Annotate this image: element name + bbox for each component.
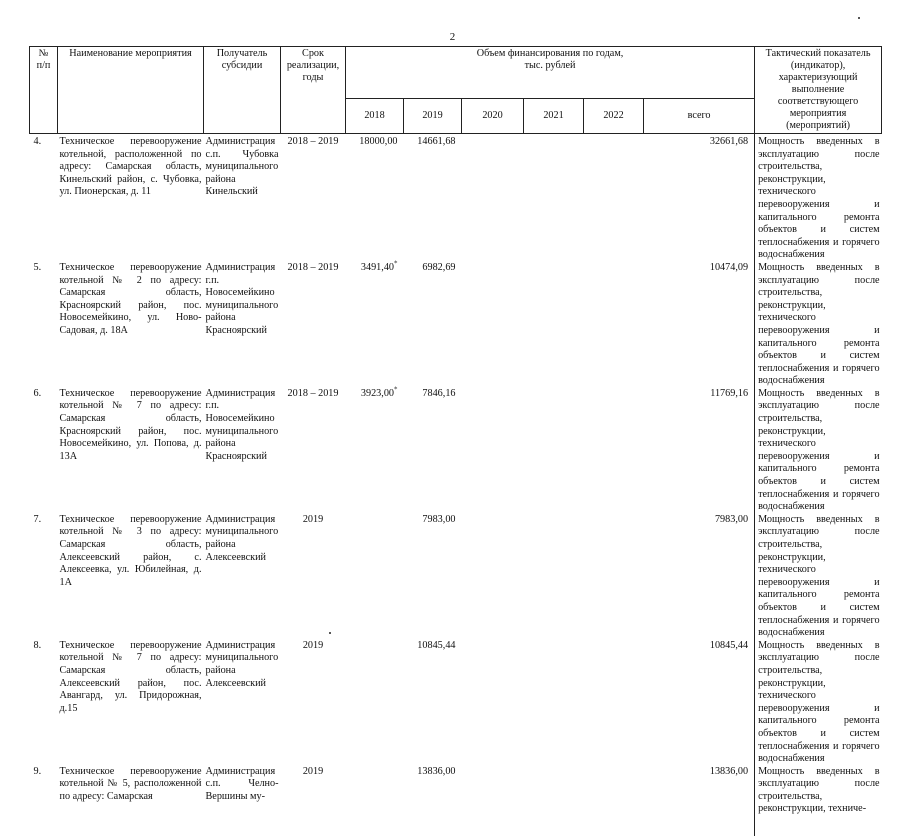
row-value-2020 — [462, 766, 524, 836]
row-value-2018 — [346, 640, 404, 766]
col-header-funding: Объем финансирования по годам, тыс. рублей — [346, 47, 755, 99]
row-num: 5. — [33, 261, 42, 273]
row-total: 11769,16 — [710, 387, 749, 399]
scan-speck — [858, 17, 860, 19]
col-header-year-2018: 2018 — [346, 98, 404, 133]
funding-table — [29, 46, 882, 836]
row-value-2021 — [524, 388, 584, 514]
row-indicator: Мощность введенных в эксплуатацию после строительства, реконструкции, технического перевооружения и капитального ремонта объектов и систем теплоснабжения и горячего водоснабжения — [755, 388, 882, 514]
row-value-2021 — [524, 640, 584, 766]
row-period: 2018 – 2019 — [287, 387, 339, 399]
row-name: Техническое перевооружение котельной, расположенной по адресу: Самарская область, Кинельский район, с. Чубовка, ул. Пионерская, д. 11 — [59, 136, 202, 198]
row-value-2022 — [584, 514, 644, 640]
row-value-2019: 7983,00 — [422, 513, 456, 525]
row-recipient: Администрация муниципального района Алексеевский — [205, 639, 279, 689]
col-header-name: Наименование мероприятия — [58, 47, 204, 134]
row-value-2022 — [584, 262, 644, 388]
table-row — [30, 514, 882, 640]
row-value-2019: 6982,69 — [422, 261, 456, 273]
row-value-2022 — [584, 640, 644, 766]
row-recipient: Администрация г.п. Новосемейкино муниципального района Красноярский — [205, 261, 279, 336]
row-value-2020 — [462, 262, 524, 388]
row-total: 10474,09 — [709, 261, 749, 273]
row-indicator: Мощность введенных в эксплуатацию после строительства, реконструкции, технического перевооружения и капитального ремонта объектов и систем теплоснабжения и горячего водоснабжения — [755, 134, 882, 262]
table-row — [30, 134, 882, 262]
row-recipient: Администрация с.п. Чубовка муниципального района Кинельский — [205, 136, 279, 198]
row-value-2020 — [462, 134, 524, 262]
row-name: Техническое перевооружение котельной № 5, расположенной по адресу: Самарская — [59, 765, 202, 802]
row-name: Техническое перевооружение котельной № 7 по адресу: Самарская область, Красноярский район, пос. Новосемейкино, ул. Попова, д. 13А — [59, 387, 202, 462]
table-row — [30, 388, 882, 514]
row-value-2019: 7846,16 — [422, 387, 456, 399]
col-header-period: Срок реализации, годы — [281, 47, 346, 134]
row-num: 9. — [33, 765, 42, 777]
row-value-2021 — [524, 262, 584, 388]
row-name: Техническое перевооружение котельной № 7 по адресу: Самарская область, Алексеевский район, пос. Авангард, ул. Придорожная, д.15 — [59, 639, 202, 714]
row-name: Техническое перевооружение котельной № 2 по адресу: Самарская область, Красноярский район, пос. Новосемейкино, ул. Ново-Садовая, д. 18А — [59, 261, 202, 336]
row-total: 10845,44 — [709, 639, 749, 651]
row-value-2020 — [462, 514, 524, 640]
row-num: 4. — [33, 136, 42, 147]
row-value-2022 — [584, 766, 644, 836]
row-period: 2019 — [302, 639, 324, 651]
col-header-year-2021: 2021 — [524, 98, 584, 133]
row-period: 2018 – 2019 — [287, 261, 339, 273]
row-indicator: Мощность введенных в эксплуатацию после строительства, реконструкции, технического перевооружения и капитального ремонта объектов и систем теплоснабжения и горячего водоснабжения — [755, 262, 882, 388]
row-value-2018: 18000,00 — [359, 136, 398, 147]
row-value-2022 — [584, 388, 644, 514]
row-period: 2019 — [302, 513, 324, 525]
row-value-2021 — [524, 134, 584, 262]
row-value-2019: 10845,44 — [417, 639, 456, 651]
col-header-num: № п/п — [30, 47, 58, 134]
col-header-year-2020: 2020 — [462, 98, 524, 133]
row-num: 8. — [33, 639, 42, 651]
col-header-recipient: Получатель субсидии — [204, 47, 281, 134]
row-value-2018 — [346, 514, 404, 640]
row-period: 2019 — [302, 765, 324, 777]
row-indicator: Мощность введенных в эксплуатацию после строительства, реконструкции, технического перевооружения и капитального ремонта объектов и систем теплоснабжения и горячего водоснабжения — [755, 514, 882, 640]
row-value-2021 — [524, 766, 584, 836]
row-value-2020 — [462, 640, 524, 766]
row-recipient: Администрация с.п. Челно-Вершины му- — [205, 765, 279, 802]
table-row — [30, 640, 882, 766]
row-value-2018 — [346, 766, 404, 836]
col-header-year-2019: 2019 — [404, 98, 462, 133]
row-value-2018: 3923,00* — [360, 385, 398, 399]
row-total: 32661,68 — [709, 136, 749, 147]
page-number: 2 — [449, 31, 456, 43]
row-total: 13836,00 — [709, 765, 749, 777]
row-name: Техническое перевооружение котельной № 3 по адресу: Самарская область, Алексеевский район, с. Алексеевка, ул. Юбилейная, д. 1А — [59, 513, 202, 588]
col-header-total: всего — [644, 98, 755, 133]
row-value-2019: 14661,68 — [417, 136, 456, 147]
col-header-indicator: Тактический показатель (индикатор), характеризующий выполнение соответствующего мероприятия (мероприятий) — [755, 47, 882, 134]
row-num: 6. — [33, 387, 42, 399]
row-value-2021 — [524, 514, 584, 640]
row-value-2018: 3491,40* — [360, 259, 398, 273]
row-recipient: Администрация муниципального района Алексеевский — [205, 513, 279, 563]
row-indicator: Мощность введенных в эксплуатацию после строительства, реконструкции, техниче- — [755, 766, 882, 836]
row-num: 7. — [33, 513, 42, 525]
row-total: 7983,00 — [714, 513, 749, 525]
table-row — [30, 766, 882, 836]
table-row — [30, 262, 882, 388]
row-indicator: Мощность введенных в эксплуатацию после строительства, реконструкции, технического перевооружения и капитального ремонта объектов и систем теплоснабжения и горячего водоснабжения — [755, 640, 882, 766]
col-header-year-2022: 2022 — [584, 98, 644, 133]
row-value-2019: 13836,00 — [417, 765, 456, 777]
row-value-2020 — [462, 388, 524, 514]
row-value-2022 — [584, 134, 644, 262]
row-period: 2018 – 2019 — [287, 136, 339, 147]
row-recipient: Администрация г.п. Новосемейкино муниципального района Красноярский — [205, 387, 279, 462]
